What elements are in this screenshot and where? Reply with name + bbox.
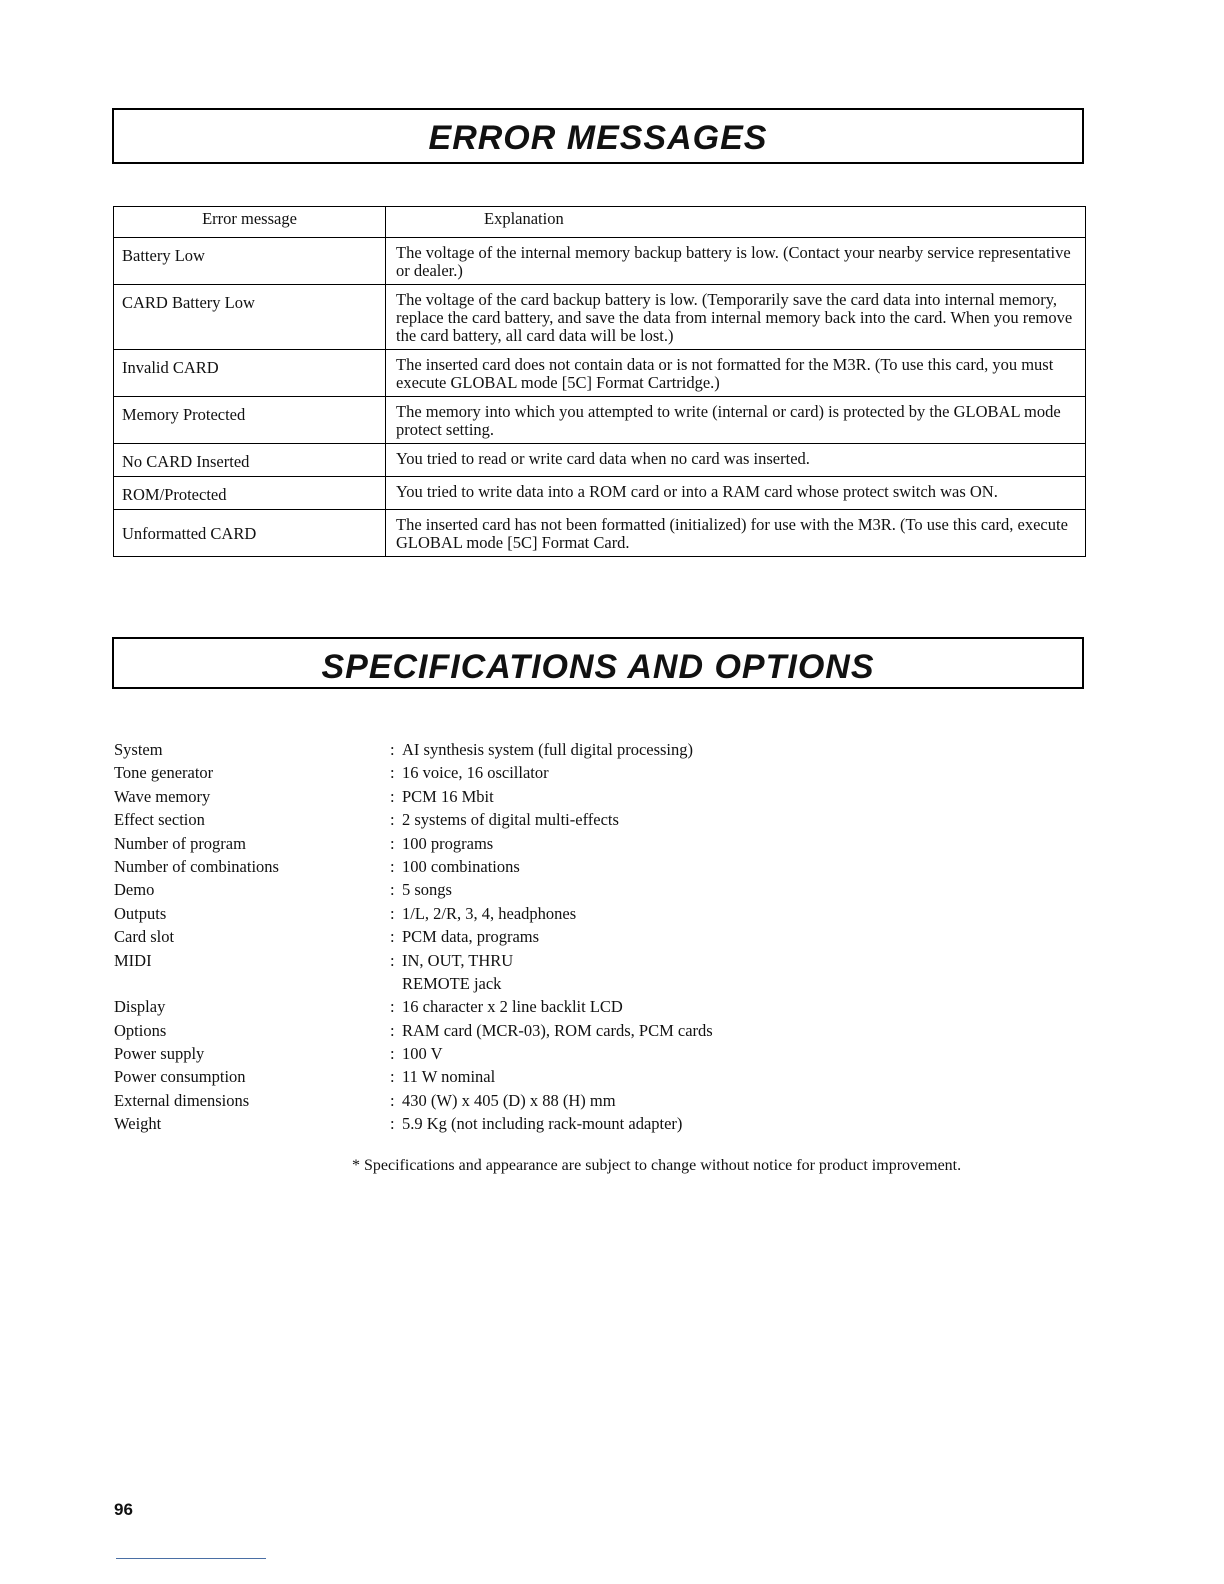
spec-row xyxy=(114,902,713,925)
error-message-cell: CARD Battery Low xyxy=(114,285,386,350)
table-row xyxy=(114,477,1086,510)
spec-row xyxy=(114,1042,713,1065)
spec-value: PCM 16 Mbit xyxy=(402,786,494,806)
spec-separator: : xyxy=(390,786,395,806)
table-row xyxy=(114,444,1086,477)
table-row xyxy=(114,350,1086,397)
spec-separator: : xyxy=(390,1114,395,1134)
error-messages-heading: ERROR MESSAGES xyxy=(112,108,1084,164)
spec-separator: : xyxy=(390,903,395,923)
explanation-cell: The inserted card does not contain data or is not formatted for the M3R. (To use this card, you must execute GLOBAL mode [5C] Format Cartridge.) xyxy=(386,350,1086,397)
spec-separator: : xyxy=(390,1067,395,1087)
spec-separator: : xyxy=(390,810,395,830)
spec-value: 5 songs xyxy=(402,880,452,900)
footer-rule xyxy=(116,1558,266,1559)
spec-separator: : xyxy=(390,856,395,876)
error-message-cell: Unformatted CARD xyxy=(114,510,386,557)
spec-value: IN, OUT, THRU xyxy=(402,950,514,970)
spec-separator: : xyxy=(390,1044,395,1064)
spec-label: External dimensions xyxy=(114,1090,250,1110)
spec-row xyxy=(114,808,713,831)
spec-separator: : xyxy=(390,763,395,783)
spec-label: Outputs xyxy=(114,903,167,923)
spec-row xyxy=(114,1019,713,1042)
spec-label: Number of combinations xyxy=(114,856,279,876)
spec-extra-value: REMOTE jack xyxy=(402,973,502,993)
spec-value: 2 systems of digital multi-effects xyxy=(402,810,619,830)
spec-row xyxy=(114,925,713,948)
table-header-row xyxy=(114,207,1086,238)
spec-value: 11 W nominal xyxy=(402,1067,496,1087)
explanation-cell: You tried to write data into a ROM card or into a RAM card whose protect switch was ON. xyxy=(386,477,1086,510)
spec-label: Demo xyxy=(114,880,155,900)
spec-value: 100 combinations xyxy=(402,856,520,876)
spec-value-continuation xyxy=(114,972,713,995)
table-row xyxy=(114,510,1086,557)
explanation-cell: The voltage of the internal memory backup battery is low. (Contact your nearby service representative or dealer.) xyxy=(386,238,1086,285)
spec-row xyxy=(114,1089,713,1112)
spec-separator: : xyxy=(390,833,395,853)
spec-label: Wave memory xyxy=(114,786,211,806)
spec-label: Number of program xyxy=(114,833,246,853)
error-message-cell: Memory Protected xyxy=(114,397,386,444)
spec-row xyxy=(114,878,713,901)
error-messages-table xyxy=(113,206,1086,557)
spec-row xyxy=(114,832,713,855)
spec-separator: : xyxy=(390,997,395,1017)
spec-separator: : xyxy=(390,927,395,947)
spec-label: Power consumption xyxy=(114,1067,246,1087)
spec-label: Effect section xyxy=(114,810,205,830)
header-explanation: Explanation xyxy=(386,207,1086,238)
spec-label: MIDI xyxy=(114,950,152,970)
spec-row xyxy=(114,1065,713,1088)
spec-value: 430 (W) x 405 (D) x 88 (H) mm xyxy=(402,1090,616,1110)
spec-value: 16 character x 2 line backlit LCD xyxy=(402,997,623,1017)
spec-separator: : xyxy=(390,950,395,970)
specifications-heading: SPECIFICATIONS AND OPTIONS xyxy=(112,637,1084,689)
spec-value: 1/L, 2/R, 3, 4, headphones xyxy=(402,903,577,923)
spec-separator: : xyxy=(390,1090,395,1110)
specifications-note: * Specifications and appearance are subject to change without notice for product improvement. xyxy=(352,1157,962,1174)
spec-separator: : xyxy=(390,740,395,759)
page-number: 96 xyxy=(114,1500,133,1519)
spec-separator: : xyxy=(390,880,395,900)
spec-row xyxy=(114,761,713,784)
spec-row xyxy=(114,855,713,878)
spec-row xyxy=(114,738,713,761)
spec-label: Display xyxy=(114,997,166,1017)
explanation-cell: The voltage of the card backup battery is low. (Temporarily save the card data into internal memory, replace the card battery, and save the data from internal memory back into the card. When you remove the card battery, all card data will be lost.) xyxy=(386,285,1086,350)
spec-row xyxy=(114,995,713,1018)
spec-row xyxy=(114,1112,713,1135)
spec-value: 5.9 Kg (not including rack-mount adapter) xyxy=(402,1114,683,1134)
spec-value: 16 voice, 16 oscillator xyxy=(402,763,549,783)
error-message-cell: Battery Low xyxy=(114,238,386,285)
spec-label: Card slot xyxy=(114,927,175,947)
spec-value: 100 programs xyxy=(402,833,494,853)
spec-row xyxy=(114,949,713,972)
table-row xyxy=(114,238,1086,285)
explanation-cell: You tried to read or write card data when no card was inserted. xyxy=(386,444,1086,477)
table-row xyxy=(114,397,1086,444)
spec-label: Weight xyxy=(114,1114,162,1134)
spec-label: System xyxy=(114,740,163,759)
spec-label: Power supply xyxy=(114,1044,205,1064)
explanation-cell: The inserted card has not been formatted (initialized) for use with the M3R. (To use this card, execute GLOBAL mode [5C] Format Card. xyxy=(386,510,1086,557)
spec-value: RAM card (MCR-03), ROM cards, PCM cards xyxy=(402,1020,713,1040)
spec-value: PCM data, programs xyxy=(402,927,540,947)
spec-label: Options xyxy=(114,1020,167,1040)
error-message-cell: Invalid CARD xyxy=(114,350,386,397)
error-message-cell: No CARD Inserted xyxy=(114,444,386,477)
spec-label: Tone generator xyxy=(114,763,214,783)
spec-row xyxy=(114,785,713,808)
spec-separator: : xyxy=(390,1020,395,1040)
specifications-list xyxy=(114,738,713,1136)
error-message-cell: ROM/Protected xyxy=(114,477,386,510)
table-row xyxy=(114,285,1086,350)
header-error-message: Error message xyxy=(114,207,386,238)
explanation-cell: The memory into which you attempted to write (internal or card) is protected by the GLOBAL mode protect setting. xyxy=(386,397,1086,444)
spec-value: AI synthesis system (full digital processing) xyxy=(402,740,694,759)
spec-value: 100 V xyxy=(402,1044,443,1064)
